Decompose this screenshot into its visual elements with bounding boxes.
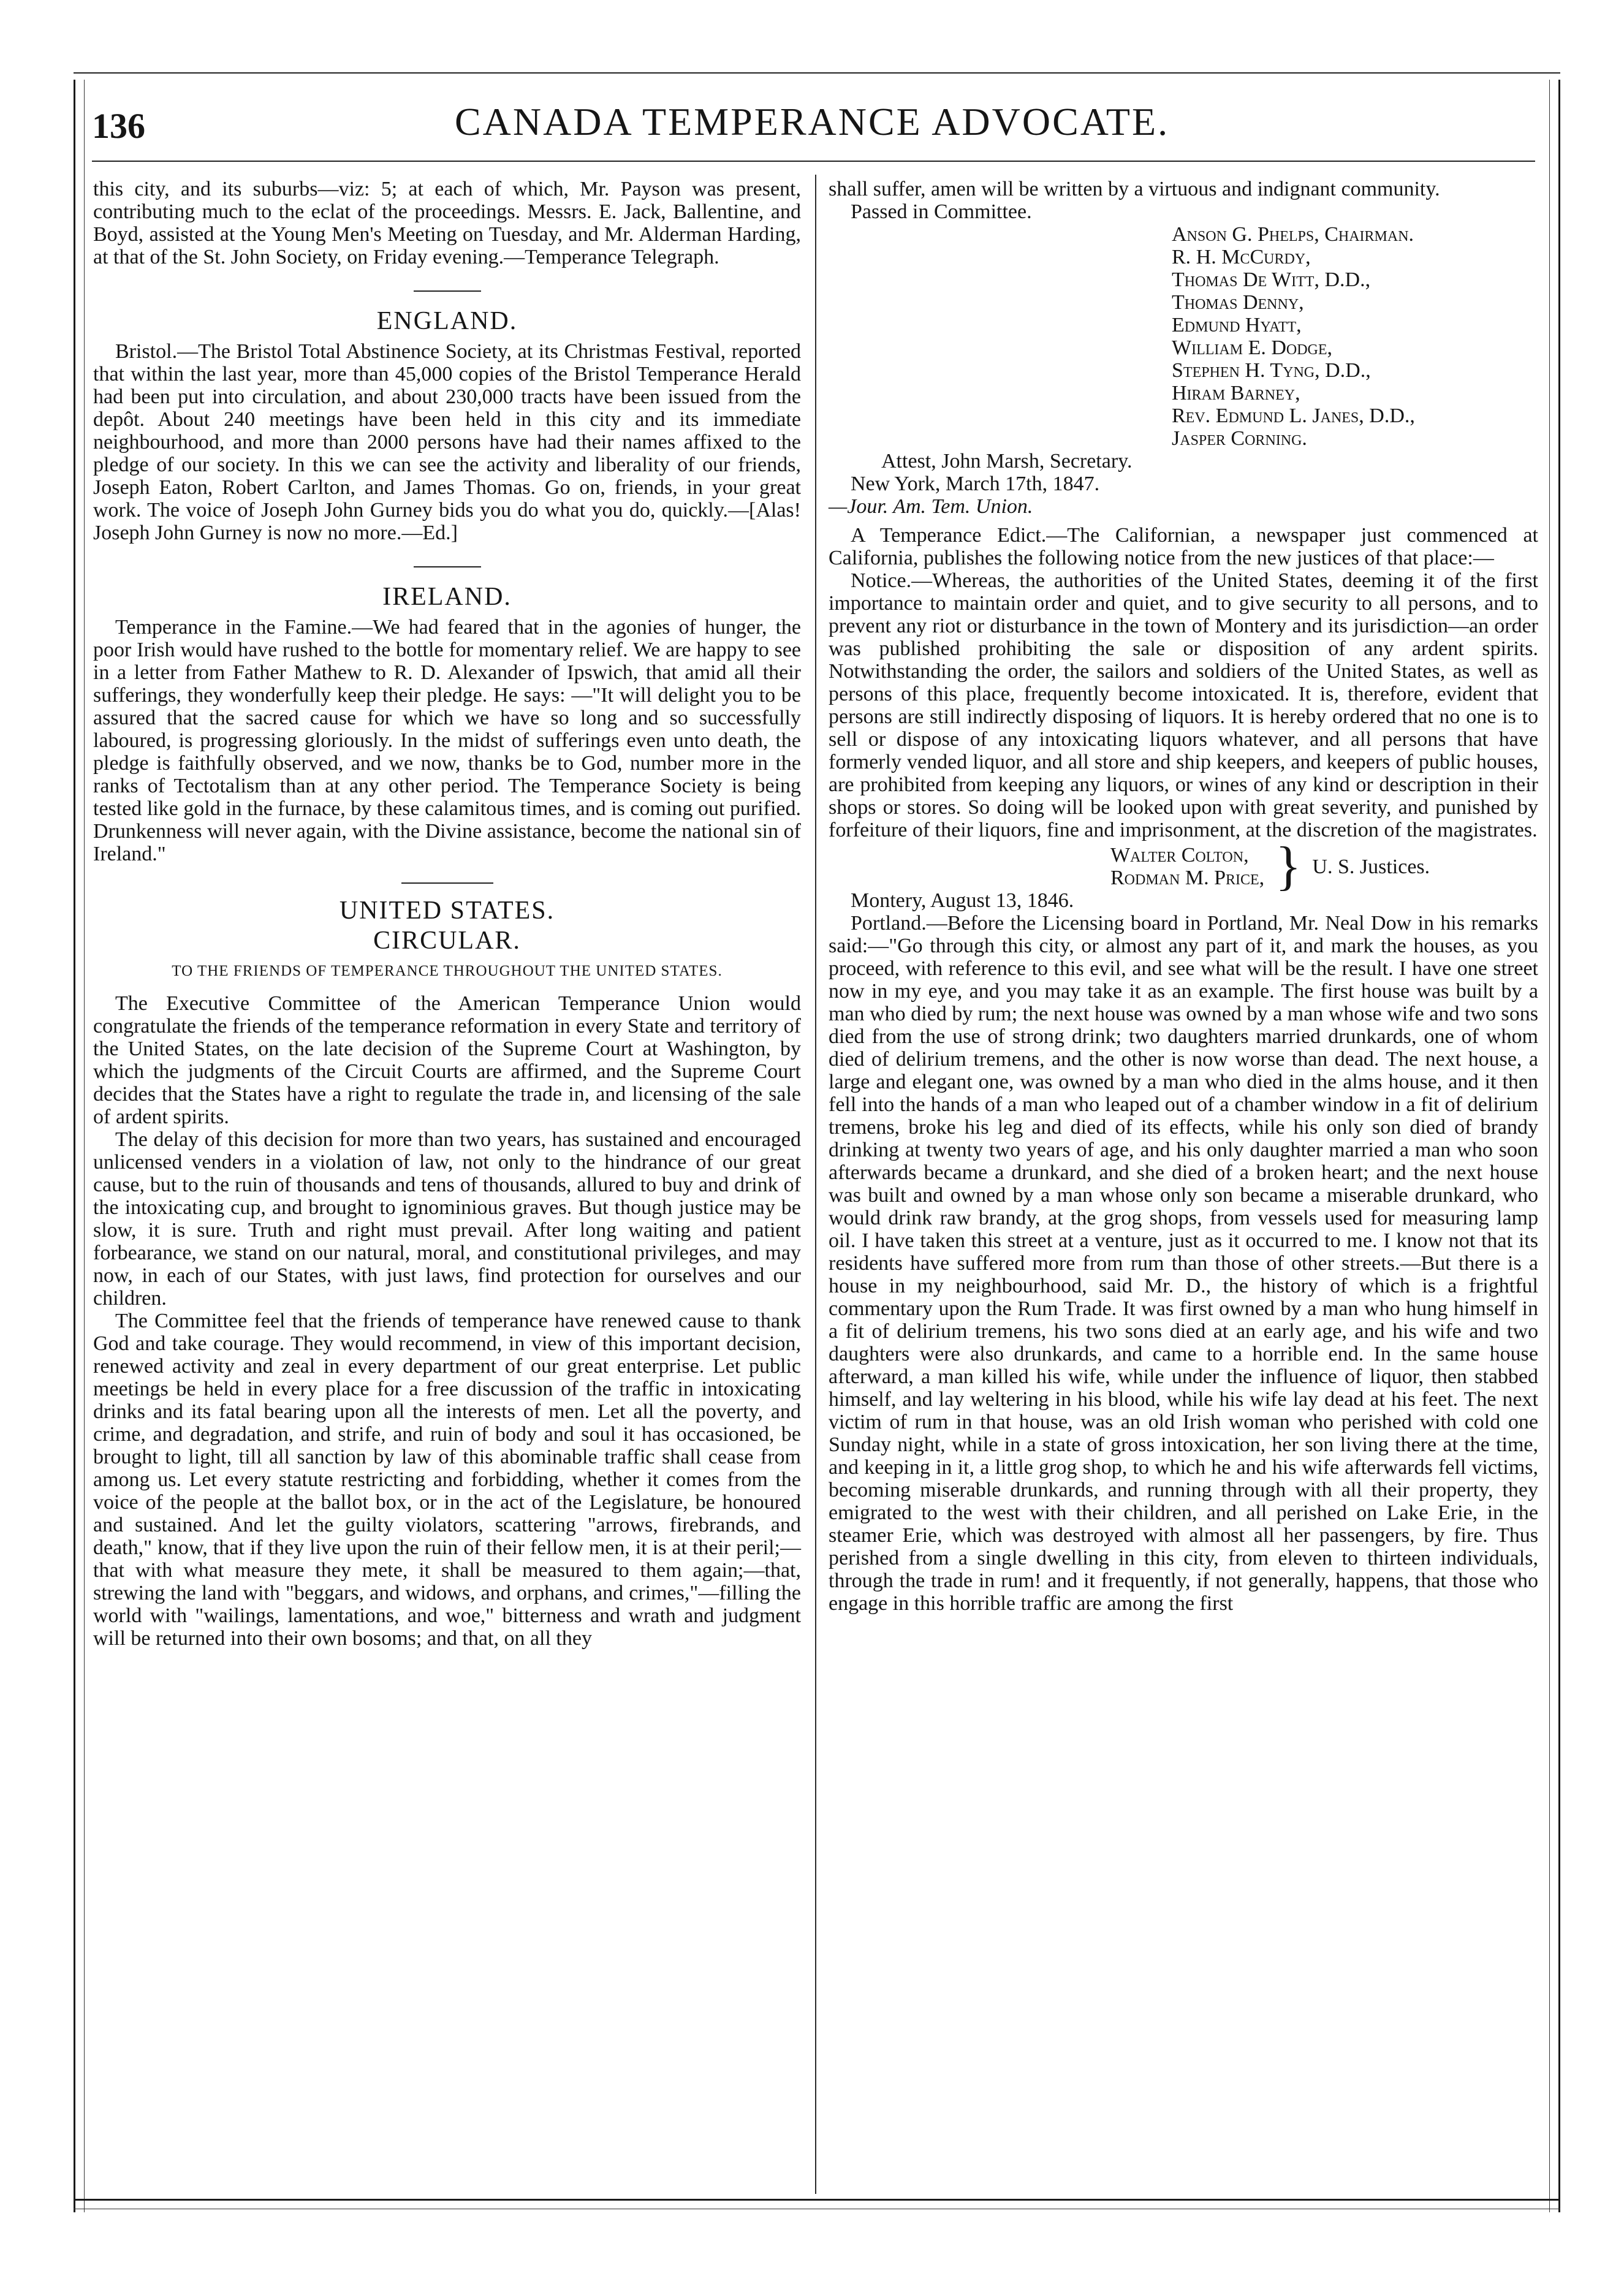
justice-name: Walter Colton,	[1110, 844, 1249, 867]
circular-heading: CIRCULAR.	[373, 927, 521, 955]
notice-date: Montery, August 13, 1846.	[851, 889, 1074, 912]
masthead-title: CANADA TEMPERANCE ADVOCATE.	[454, 100, 1170, 143]
signer-name: Thomas De Witt, D.D.,	[1172, 268, 1371, 291]
justice-name: Rodman M. Price,	[1110, 867, 1265, 889]
top-rule	[74, 72, 1560, 74]
ireland-heading: IRELAND.	[382, 583, 512, 611]
united-states-heading: UNITED STATES.	[339, 897, 555, 925]
ireland-article: Temperance in the Famine.—We had feared that in the agonies of hunger, the poor Irish would have rushed to the bottle for momentary relief. We are happy to see in a letter from Father Mathew to R. D. Alexander of Ipswich, that amid all their sufferings, they wonderfully keep their pledge. He says: —"It will delight you to be assured that the sacred cause for which we have so long and so successfully laboured, is progressing gloriously. In the midst of sufferings even unto death, the pledge is faithfully observed, and we now, thanks be to God, number more in the ranks of Tectotalism than at any other period. The Temperance Society is being tested like gold in the furnace, by these calamitous times, and is coming out purified. Drunkenness will never again, with the Divine assistance, become the national sin of Ireland."	[93, 616, 801, 865]
signer-name: R. H. McCurdy,	[1172, 246, 1311, 268]
section-rule	[414, 566, 481, 567]
attest-line: Attest, John Marsh, Secretary.	[881, 450, 1133, 472]
section-rule	[414, 290, 481, 292]
signer-name: William E. Dodge,	[1172, 336, 1333, 359]
circular-paragraph-2: The delay of this decision for more than two years, has sustained and encouraged unlicensed venders in a violation of law, not only to the hindrance of our great cause, but to the ruin of thousands and tens of thousands, allured to buy and drink of the intoxicating cup, and brought to ignominious graves. But though justice may be slow, it is sure. Truth and right must prevail. After long waiting and patient forbearance, we stand on our natural, moral, and constitutional privileges, and may now, in each of our States, with just laws, find protection for ourselves and our children.	[93, 1128, 801, 1310]
justices-title: U. S. Justices.	[1312, 855, 1430, 878]
page-number: 136	[92, 106, 145, 146]
bottom-rule	[74, 2199, 1560, 2201]
circular-paragraph-3: The Committee feel that the friends of temperance have renewed cause to thank God and take courage. They would recommend, in view of this important decision, renewed activity and zeal in every department of our great enterprise. Let public meetings be held in every place for a free discussion of the traffic in intoxicating drinks and its fatal bearing upon all the interests of men. Let all the poverty, and crime, and degradation, and strife, and ruin of body and soul it has occasioned, be brought to light, till all sanction by law of this abominable traffic shall cease from among us. Let every statute restricting and forbidding, whether it comes from the voice of the people at the ballot box, or in the act of the Legislature, be honoured and sustained. And let the guilty violators, scattering "arrows, firebrands, and death," know, that if they live upon the ruin of their fellow men, it is at their peril;—that with what measure they mete, it shall be measured to them again;—that, strewing the land with "beggars, and widows, and orphans, and crimes,"—filling the world with "wailings, lamentations, and woe," bitterness and wrath and judgment will be returned into their own bosoms; and that, on all they	[93, 1310, 801, 1650]
notice-text: Notice.—Whereas, the authorities of the United States, deeming it of the first importance to maintain order and quiet, and to give security to all persons, and to prevent any riot or disturbance in the town of Montery and its jurisdiction—an order was published prohibiting the sale or disposition of any ardent spirits. Notwithstanding the order, the sailors and soldiers of the United States, as well as persons of this place, frequently become intoxicated. It is, therefore, evident that persons are still indirectly disposing of liquors. It is hereby ordered that no one is to sell or dispose of any intoxicating liquors whatever, and all persons that have formerly vended liquor, and all store and ship keepers, and keepers of public houses, are prohibited from keeping any liquors, or wines of any kind or description in their shops or stores. So doing will be looked upon with great severity, and punished by forfeiture of their liquors, fine and imprisonment, at the discretion of the magistrates.	[829, 569, 1538, 841]
intro-paragraph: this city, and its suburbs—viz: 5; at each of which, Mr. Payson was present, contributing much to the eclat of the proceedings. Messrs. E. Jack, Ballentine, and Boyd, assisted at the Young Men's Meeting on Tuesday, and Mr. Alderman Harding, at that of the St. John Society, on Friday evening.—Temperance Telegraph.	[93, 178, 801, 268]
justice-names	[1110, 844, 1264, 889]
signer-name: Hiram Barney,	[1172, 382, 1300, 404]
column-divider	[815, 175, 816, 2194]
signer-name: Edmund Hyatt,	[1172, 314, 1302, 336]
brace-glyph: }	[1275, 837, 1302, 896]
signer-name: Anson G. Phelps, Chairman.	[1172, 223, 1414, 246]
circular-paragraph-1: The Executive Committee of the American Temperance Union would congratulate the friends of the temperance reformation in every State and territory of the United States, on the late decision of the Supreme Court at Washington, by which the judgments of the Circuit Courts are affirmed, and the Supreme Court decides that the States have a right to regulate the trade in, and licensing of the sale of ardent spirits.	[93, 992, 801, 1128]
england-heading: ENGLAND.	[376, 307, 518, 335]
signer-name: Jasper Corning.	[1172, 427, 1307, 450]
edict-intro: A Temperance Edict.—The Californian, a newspaper just commenced at California, publishes the following notice from the new justices of that place:—	[829, 524, 1538, 569]
circular-continuation: shall suffer, amen will be written by a virtuous and indignant community.	[829, 178, 1440, 200]
signer-name: Stephen H. Tyng, D.D.,	[1172, 359, 1371, 382]
section-rule	[401, 882, 493, 884]
passed-in-committee: Passed in Committee.	[851, 200, 1032, 223]
england-article: Bristol.—The Bristol Total Abstinence Society, at its Christmas Festival, reported that within the last year, more than 45,000 copies of the Bristol Temperance Herald had been put into circulation, and about 230,000 tracts have been issued from the depôt. About 240 meetings have been held in this city and its immediate neighbourhood, and more than 2000 persons have had their names affixed to the pledge of our society. In this we can see the activity and liberality of our friends, Joseph Eaton, Robert Carlton, and James Thomas. Go on, friends, in your great work. The voice of Joseph John Gurney bids you do what you do, quickly.—[Alas! Joseph John Gurney is now no more.—Ed.]	[93, 340, 801, 544]
justices-signature	[1110, 837, 1538, 896]
circular-address: TO THE FRIENDS OF TEMPERANCE THROUGHOUT THE UNITED STATES.	[172, 963, 723, 979]
right-column	[829, 178, 1538, 1615]
place-date-line: New York, March 17th, 1847.	[851, 472, 1100, 495]
header-rule	[92, 161, 1535, 162]
portland-article: Portland.—Before the Licensing board in Portland, Mr. Neal Dow in his remarks said:—"Go through this city, or almost any part of it, and mark the houses, as you proceed, with reference to this evil, and see what will be the result. I have one street now in my eye, and you may take it as an example. The first house was built by a man who died by rum; the next house was owned by a man whose wife and two sons died from the use of strong drink; two daughters married drunkards, one of whom died of delirium tremens, and the other is now worse than dead. The next house, a large and elegant one, was owned by a man who died in the alms house, and it then fell into the hands of a man who leaped out of a chamber window in a fit of delirium tremens, broke his leg and died of its effects, while his only son died of brandy drinking at twenty two years of age, and his only daughter married a man who soon afterwards became a drunkard, and she died of a broken heart; and the next house was built and owned by a man whose only son became a miserable drunkard, who would drink raw brandy, at the grog shops, from vessels used for measuring lamp oil. I have taken this street at a venture, just as it occurred to me. I know not that its residents have suffered more from rum than those of other streets.—But there is a house in my neighbourhood, said Mr. D., the history of which is a frightful commentary upon the Rum Trade. It was first owned by a man who hung himself in a fit of delirium tremens, his two sons died at an early age, and his wife and two daughters were also drunkards, and came to a horrible end. In the same house afterward, a man killed his wife, while under the influence of liquor, then stabbed himself, and lay weltering in his blood, while his wife lay dead at his feet. The next victim of rum in that house, was an old Irish woman who perished with cold one Sunday night, while in a state of gross intoxication, her son living there at the time, and keeping in it, a little grog shop, to which he and his wife afterwards fell victims, becoming miserable drunkards, and running through with all their property, they emigrated to the west with their children, and all perished on Lake Erie, in the steamer Erie, which was destroyed with almost all her passengers, by fire. Thus perished from a single dwelling in this city, from eleven to thirteen individuals, through the trade in rum! and it frequently, if not generally, happens, that those who engage in this horrible traffic are among the first	[829, 912, 1538, 1615]
left-column	[93, 178, 801, 1650]
signer-list	[1172, 223, 1538, 450]
page-header	[92, 99, 1532, 167]
signer-name: Rev. Edmund L. Janes, D.D.,	[1172, 404, 1415, 427]
source-line: —Jour. Am. Tem. Union.	[829, 495, 1033, 518]
signer-name: Thomas Denny,	[1172, 291, 1304, 314]
